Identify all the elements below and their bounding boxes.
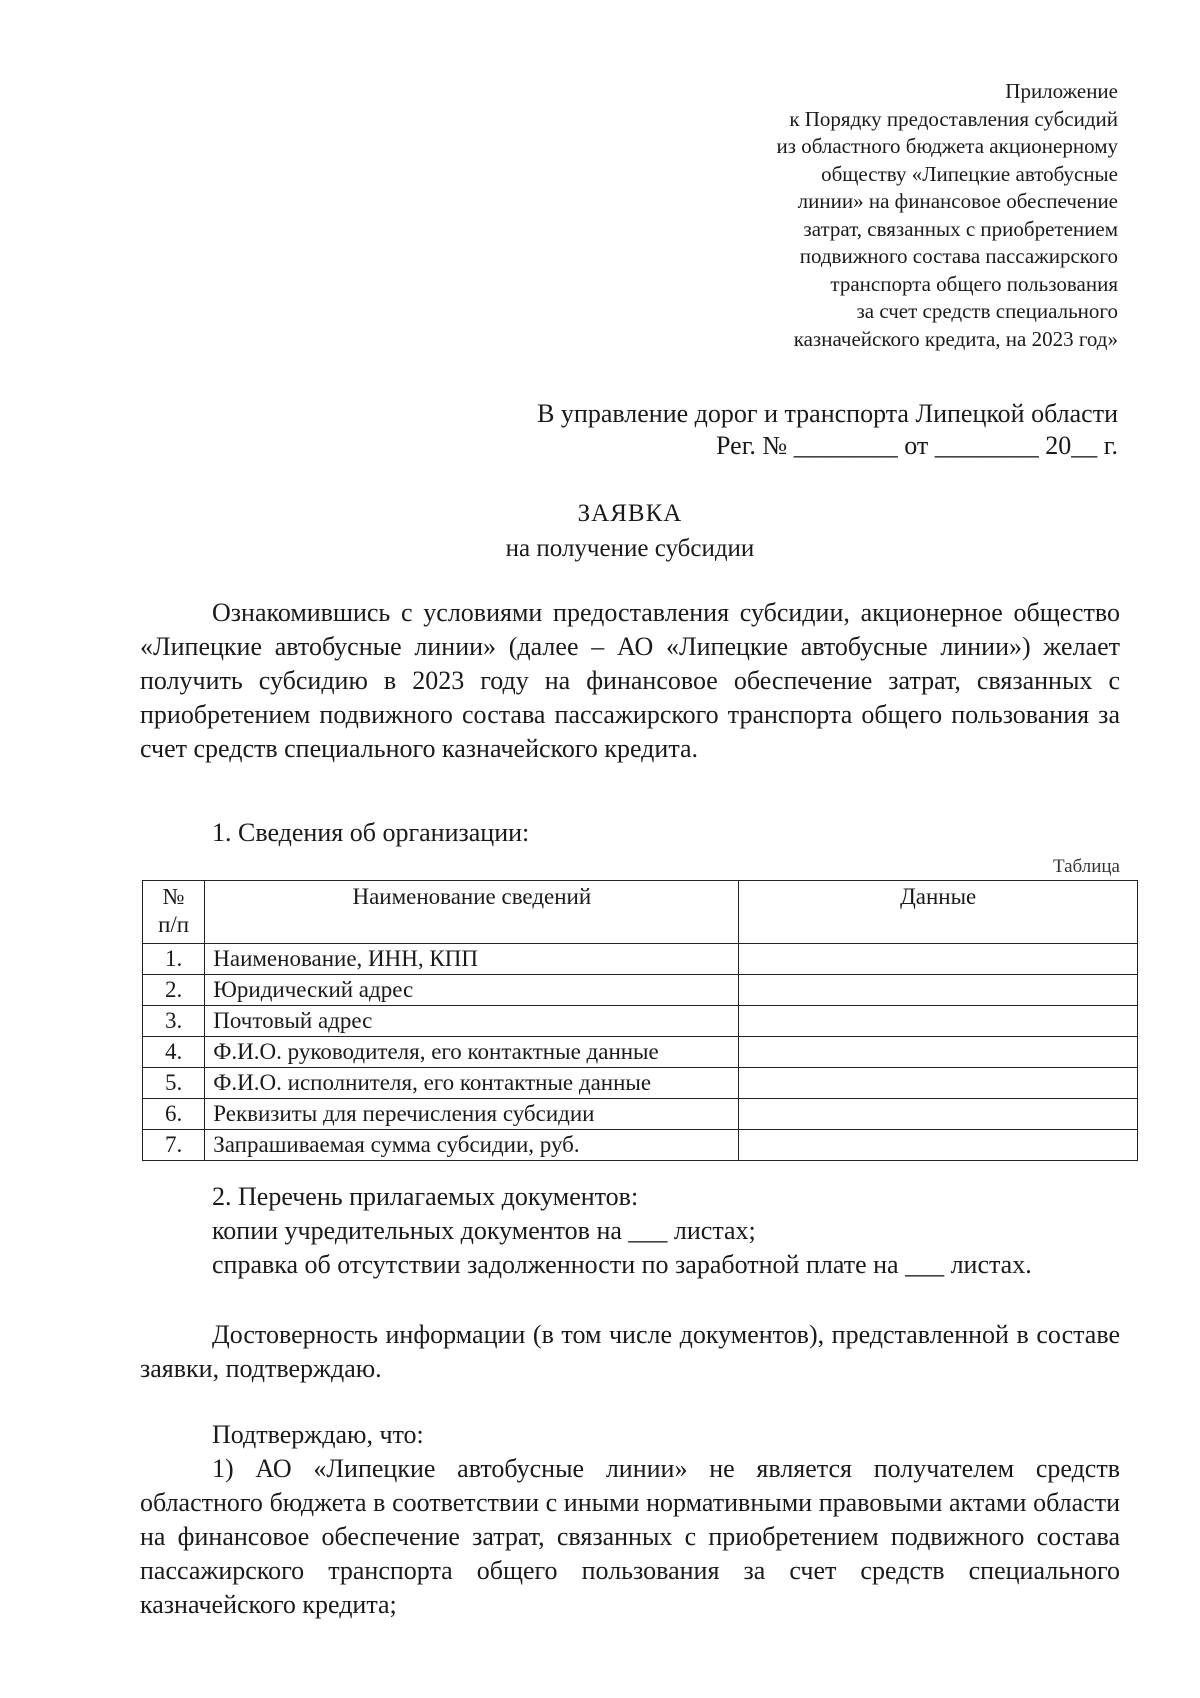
row-name: Почтовый адрес [205,1006,739,1037]
table-row [143,975,1138,1006]
appendix-header [598,78,1118,353]
attached-document-item: копии учредительных документов на ___ листах; [212,1216,756,1245]
row-name: Ф.И.О. исполнителя, его контактные данные [205,1068,739,1099]
table-row [143,1037,1138,1068]
table-row [143,1006,1138,1037]
row-num: 2. [143,975,205,1006]
attached-document-item: справка об отсутствии задолженности по заработной плате на ___ листах. [212,1250,1032,1279]
row-name: Реквизиты для перечисления субсидии [205,1099,739,1130]
row-num: 5. [143,1068,205,1099]
row-data-cell[interactable] [739,1130,1138,1161]
reliability-paragraph: Достоверность информации (в том числе документов), представленной в составе заявки, подтверждаю. [140,1320,1120,1383]
intro-paragraph: Ознакомившись с условиями предоставления субсидии, акционерное общество «Липецкие автобусные линии» (далее – АО «Липецкие автобусные линии») желает получить субсидию в 2023 году на финансовое обеспечение затрат, связанных с приобретением подвижного состава пассажирского транспорта общего пользования за счет средств специального казначейского кредита. [140,598,1120,763]
column-header-name: Наименование сведений [205,881,739,944]
organization-info-table [142,880,1138,1161]
row-num: 7. [143,1130,205,1161]
document-subtitle: на получение субсидии [505,535,755,562]
row-data-cell[interactable] [739,1099,1138,1130]
row-num: 6. [143,1099,205,1130]
column-header-data: Данные [739,881,1138,944]
addressee-recipient: В управление дорог и транспорта Липецкой области [537,399,1118,428]
row-num: 1. [143,944,205,975]
row-data-cell[interactable] [739,944,1138,975]
row-name: Ф.И.О. руководителя, его контактные данные [205,1037,739,1068]
table-row [143,1130,1138,1161]
confirm-item-1: 1) АО «Липецкие автобусные линии» не является получателем средств областного бюджета в соответствии с иными нормативными правовыми актами области на финансовое обеспечение затрат, связанных с приобретением подвижного состава пассажирского транспорта общего пользования за счет средств специального казначейского кредита; [140,1454,1120,1619]
appendix-line: из областного бюджета акционерному [776,134,1118,158]
appendix-line: к Порядку предоставления субсидий [789,106,1118,131]
appendix-line: подвижного состава пассажирского [799,244,1118,268]
row-data-cell[interactable] [739,1068,1138,1099]
appendix-line: Приложение [1005,79,1118,103]
appendix-line: транспорта общего пользования [830,271,1118,296]
confirm-heading: Подтверждаю, что: [212,1420,424,1449]
row-name: Наименование, ИНН, КПП [205,944,739,975]
addressee-block [358,398,1118,462]
row-name: Запрашиваемая сумма субсидии, руб. [205,1130,739,1161]
table-label: Таблица [1052,856,1120,877]
section1-heading: 1. Сведения об организации: [212,818,530,847]
column-header-num: № п/п [143,881,205,944]
appendix-line: линии» на финансовое обеспечение [797,189,1118,213]
appendix-line: затрат, связанных с приобретением [803,216,1118,241]
row-name: Юридический адрес [205,975,739,1006]
row-data-cell[interactable] [739,975,1138,1006]
row-num: 3. [143,1006,205,1037]
section2-heading: 2. Перечень прилагаемых документов: [212,1182,639,1211]
registration-line: Рег. № ________ от ________ 20__ г. [716,431,1118,460]
table-row [143,1099,1138,1130]
appendix-line: казначейского кредита, на 2023 год» [793,326,1118,351]
table-header-row [143,881,1138,944]
row-data-cell[interactable] [739,1006,1138,1037]
appendix-line: обществу «Липецкие автобусные [821,161,1118,186]
table-row [143,944,1138,975]
row-data-cell[interactable] [739,1037,1138,1068]
table-row [143,1068,1138,1099]
document-title: ЗАЯВКА [577,500,683,527]
appendix-line: за счет средств специального [856,299,1118,323]
row-num: 4. [143,1037,205,1068]
